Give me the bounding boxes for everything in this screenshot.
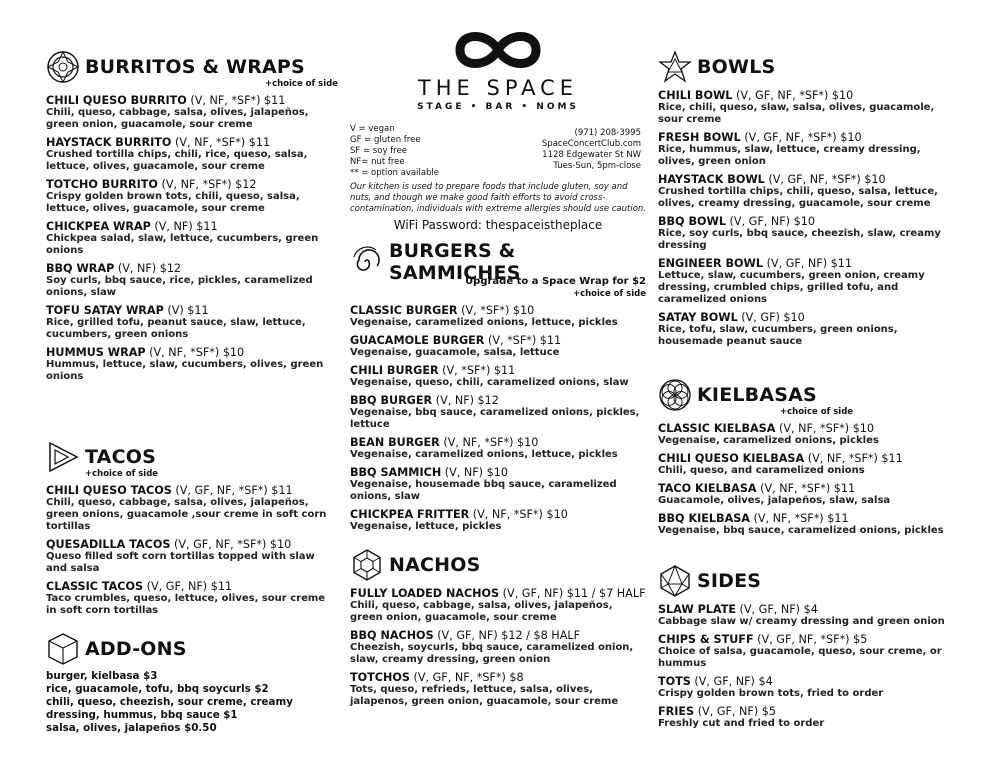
menu-item-description: Rice, soy curls, bbq sauce, cheezish, slaw, creamy dressing xyxy=(658,228,941,251)
menu-item-description: Guacamole, olives, jalapeños, slaw, salsa xyxy=(658,495,891,506)
menu-item-heading xyxy=(658,512,950,525)
menu-item-tags-price: (V, GF, NF, *SF*) $10 xyxy=(736,89,854,102)
menu-item-tags-price: (V, NF, *SF*) $10 xyxy=(472,508,568,521)
menu-item xyxy=(350,394,646,431)
section-subtitle: +choice of side xyxy=(780,407,854,417)
menu-item-description: Chili, queso, cabbage, salsa, olives, jalapeños, green onion, guacamole, sour creme xyxy=(46,107,309,130)
menu-item-heading xyxy=(658,257,950,270)
menu-item-description: Chili, queso, cabbage, salsa, olives, jalapeños, green onions, guacamole ,sour creme in soft corn tortillas xyxy=(46,497,327,532)
menu-item xyxy=(658,257,950,306)
menu-item-description: Vegenaise, caramelized onions, pickles xyxy=(658,435,879,446)
menu-item-heading xyxy=(350,629,646,642)
section-addons xyxy=(46,632,338,735)
menu-item-tags-price: (V, NF, *SF*) $11 xyxy=(760,482,856,495)
wifi-password: WiFi Password: thespaceistheplace xyxy=(393,218,603,232)
menu-item xyxy=(46,538,338,575)
menu-item-name: CHILI BURGER xyxy=(350,364,439,377)
menu-item xyxy=(658,603,950,628)
menu-item-heading xyxy=(350,436,646,449)
section-subtitle: Upgrade to a Space Wrap for $2 xyxy=(465,276,646,287)
menu-item-name: HUMMUS WRAP xyxy=(46,346,146,359)
section-title: KIELBASAS xyxy=(697,384,817,406)
menu-item-heading xyxy=(46,580,338,593)
icosahedron-icon xyxy=(658,564,692,598)
menu-item xyxy=(658,512,950,537)
menu-item-heading xyxy=(350,508,646,521)
menu-item-name: SATAY BOWL xyxy=(658,311,738,324)
item-list xyxy=(658,89,950,348)
menu-item-tags-price: (V, NF) $11 xyxy=(154,220,218,233)
menu-item xyxy=(658,215,950,252)
menu-item-tags-price: (V, GF, NF, *SF*) $10 xyxy=(173,538,292,551)
menu-item-description: Rice, tofu, slaw, cucumbers, green onions, housemade peanut sauce xyxy=(658,324,898,347)
menu-item-heading xyxy=(350,671,646,684)
menu-item-name: CHIPS & STUFF xyxy=(658,633,754,646)
menu-item xyxy=(350,629,646,666)
menu-item-description: Chickpea salad, slaw, lettuce, cucumbers, green onions xyxy=(46,233,319,256)
menu-item-name: TOTS xyxy=(658,675,691,688)
menu-item-name: FRIES xyxy=(658,705,695,718)
menu-item-tags-price: (V, GF, NF, *SF*) $8 xyxy=(413,671,524,684)
legend-line: SF = soy free xyxy=(350,146,407,156)
menu-item-description: Rice, grilled tofu, peanut sauce, slaw, lettuce, cucumbers, green onions xyxy=(46,317,306,340)
menu-item-heading xyxy=(658,603,950,616)
section-subtitle-2: +choice of side xyxy=(572,289,646,299)
menu-item xyxy=(658,311,950,348)
section-subtitle: +choice of side xyxy=(264,79,338,89)
item-list xyxy=(350,304,646,533)
item-list xyxy=(46,484,338,617)
menu-item xyxy=(658,452,950,477)
menu-item-heading xyxy=(46,94,338,107)
menu-item-name: FRESH BOWL xyxy=(658,131,741,144)
menu-item-heading xyxy=(350,364,646,377)
menu-item-description: Crushed tortilla chips, chili, rice, queso, salsa, lettuce, olives, guacamole, sour creme xyxy=(46,149,308,172)
flower-of-life-icon xyxy=(658,378,692,412)
addon-line: salsa, olives, jalapeños $0.50 xyxy=(46,722,217,734)
section-burgers xyxy=(350,240,646,533)
menu-item-tags-price: (V, GF, NF, *SF*) $10 xyxy=(744,131,862,144)
menu-item xyxy=(350,304,646,329)
menu-item xyxy=(350,508,646,533)
menu-item-tags-price: (V, NF, *SF*) $10 xyxy=(443,436,539,449)
section-title: SIDES xyxy=(697,570,762,592)
menu-item-description: Cabbage slaw w/ creamy dressing and green onion xyxy=(658,616,945,627)
hours: Tues-Sun, 5pm-close xyxy=(553,161,641,171)
menu-item-description: Rice, hummus, slaw, lettuce, creamy dressing, olives, green onion xyxy=(658,144,921,167)
menu-item-name: BBQ BOWL xyxy=(658,215,726,228)
menu-item-description: Chili, queso, and caramelized onions xyxy=(658,465,865,476)
legend-line: GF = gluten free xyxy=(350,135,421,145)
menu-item-heading xyxy=(350,394,646,407)
menu-item xyxy=(658,705,950,730)
menu-item-name: TOTCHOS xyxy=(350,671,410,684)
addon-line: burger, kielbasa $3 xyxy=(46,670,158,682)
menu-item-tags-price: (V, *SF*) $11 xyxy=(442,364,516,377)
menu-item-heading xyxy=(658,633,950,646)
brand-tagline: STAGE • BAR • NOMS xyxy=(417,102,579,112)
menu-item-description: Tots, queso, refrieds, lettuce, salsa, olives, jalapenos, green onion, guacamole, sour creme xyxy=(350,684,619,707)
menu-item-heading xyxy=(658,173,950,186)
menu-item-heading xyxy=(350,466,646,479)
menu-item-heading xyxy=(46,346,338,359)
menu-item-name: CHILI BOWL xyxy=(658,89,733,102)
contact-info xyxy=(500,128,641,172)
menu-item xyxy=(46,484,338,533)
menu-item-name: CLASSIC TACOS xyxy=(46,580,144,593)
menu-item-name: BBQ SAMMICH xyxy=(350,466,442,479)
menu-item xyxy=(658,482,950,507)
item-list xyxy=(658,422,950,537)
menu-item-name: HAYSTACK BOWL xyxy=(658,173,765,186)
menu-item-heading xyxy=(350,587,646,600)
menu-item-name: QUESADILLA TACOS xyxy=(46,538,171,551)
menu-item-heading xyxy=(658,482,950,495)
diet-legend xyxy=(350,124,498,179)
menu-item-tags-price: (V, GF, NF) $12 / $8 HALF xyxy=(437,629,581,642)
menu-item-tags-price: (V, NF, *SF*) $11 xyxy=(175,136,271,149)
menu-item-heading xyxy=(350,304,646,317)
menu-item-name: TOFU SATAY WRAP xyxy=(46,304,164,317)
menu-item-tags-price: (V, GF, NF) $11 xyxy=(766,257,853,270)
menu-item-tags-price: (V, GF, NF) $11 / $7 HALF xyxy=(502,587,646,600)
menu-item-description: Hummus, lettuce, slaw, cucumbers, olives, green onions xyxy=(46,359,324,382)
menu-item-heading xyxy=(658,131,950,144)
menu-item xyxy=(46,94,338,131)
menu-item-name: BBQ NACHOS xyxy=(350,629,434,642)
menu-item-description: Vegenaise, lettuce, pickles xyxy=(350,521,502,532)
menu-item-heading xyxy=(46,178,338,191)
menu-item-heading xyxy=(46,538,338,551)
addon-line: chili, queso, cheezish, sour creme, creamy dressing, hummus, bbq sauce $1 xyxy=(46,696,293,721)
section-title: BOWLS xyxy=(697,56,776,78)
menu-item-name: GUACAMOLE BURGER xyxy=(350,334,485,347)
address: 1128 Edgewater St NW xyxy=(542,150,641,160)
menu-item-tags-price: (V, NF) $12 xyxy=(117,262,182,275)
menu-item xyxy=(658,422,950,447)
cube-icon xyxy=(46,632,80,666)
menu-item-description: Crushed tortilla chips, chili, queso, salsa, lettuce, olives, creamy dressing, guacamole, sour creme xyxy=(658,186,938,209)
menu-item-tags-price: (V, NF, *SF*) $10 xyxy=(149,346,245,359)
section-title: BURRITOS & WRAPS xyxy=(85,56,305,78)
section-subtitle: +choice of side xyxy=(85,469,159,479)
menu-item-heading xyxy=(350,334,646,347)
menu-item-heading xyxy=(46,484,338,497)
item-list xyxy=(46,94,338,383)
menu-item-name: CHICKPEA FRITTER xyxy=(350,508,470,521)
section-title: ADD-ONS xyxy=(85,638,187,660)
menu-item xyxy=(658,89,950,126)
menu-item-tags-price: (V, NF, *SF*) $10 xyxy=(778,422,874,435)
menu-item xyxy=(46,580,338,617)
menu-item-description: Cheezish, soycurls, bbq sauce, caramelized onion, slaw, creamy dressing, green onion xyxy=(350,642,634,665)
menu-item-tags-price: (V, NF, *SF*) $11 xyxy=(807,452,903,465)
menu-item-tags-price: (V, GF, NF) $11 xyxy=(146,580,233,593)
legend-line: ** = option available xyxy=(350,168,439,178)
menu-item-description: Rice, chili, queso, slaw, salsa, olives, guacamole, sour creme xyxy=(658,102,935,125)
menu-item-description: Crispy golden brown tots, fried to order xyxy=(658,688,884,699)
menu-item-tags-price: (V, GF, NF, *SF*) $11 xyxy=(175,484,293,497)
menu-item xyxy=(350,334,646,359)
menu-item-tags-price: (V, NF, *SF*) $11 xyxy=(753,512,849,525)
menu-item xyxy=(350,466,646,503)
menu-item-tags-price: (V, GF, NF) $5 xyxy=(697,705,776,718)
section-tacos xyxy=(46,440,338,617)
menu-item-description: Vegenaise, caramelized onions, lettuce, pickles xyxy=(350,317,618,328)
menu-item-heading xyxy=(658,89,950,102)
menu-item-name: BEAN BURGER xyxy=(350,436,440,449)
triangle-icon xyxy=(46,440,80,474)
star-icon xyxy=(658,50,692,84)
menu-item-tags-price: (V, NF) $12 xyxy=(435,394,499,407)
menu-item-tags-price: (V, GF, NF) $4 xyxy=(694,675,773,688)
menu-item-description: Vegenaise, caramelized onions, lettuce, pickles xyxy=(350,449,618,460)
menu-item-description: Freshly cut and fried to order xyxy=(658,718,825,729)
menu-item-tags-price: (V, *SF*) $10 xyxy=(461,304,535,317)
menu-item-description: Lettuce, slaw, cucumbers, green onion, creamy dressing, crumbled chips, grilled tofu, and caramelized onions xyxy=(658,270,925,305)
menu-item-name: BBQ KIELBASA xyxy=(658,512,750,525)
section-kielbasas xyxy=(658,378,950,537)
menu-item-tags-price: (V, GF) $10 xyxy=(741,311,805,324)
menu-item-description: Vegenaise, bbq sauce, caramelized onions, pickles xyxy=(658,525,944,536)
menu-item xyxy=(350,671,646,708)
spiral-circle-icon xyxy=(46,50,80,84)
menu-item-name: BBQ WRAP xyxy=(46,262,115,275)
menu-item-tags-price: (V, NF) $10 xyxy=(444,466,508,479)
menu-item xyxy=(46,220,338,257)
menu-item-tags-price: (V, NF, *SF*) $11 xyxy=(190,94,286,107)
menu-item xyxy=(46,178,338,215)
menu-item-heading xyxy=(658,215,950,228)
menu-item-name: HAYSTACK BURRITO xyxy=(46,136,172,149)
menu-item xyxy=(350,587,646,624)
menu-item xyxy=(350,364,646,389)
menu-item-heading xyxy=(46,220,338,233)
section-bowls xyxy=(658,50,950,348)
menu-item-name: CLASSIC KIELBASA xyxy=(658,422,776,435)
galaxy-icon xyxy=(350,245,384,279)
phone: (971) 208-3995 xyxy=(574,128,641,138)
menu-item-heading xyxy=(658,422,950,435)
section-nachos xyxy=(350,548,646,708)
website: SpaceConcertClub.com xyxy=(541,139,641,149)
menu-item-name: BBQ BURGER xyxy=(350,394,433,407)
menu-item-heading xyxy=(658,705,950,718)
menu-item xyxy=(658,173,950,210)
menu-item-heading xyxy=(658,675,950,688)
menu-item-tags-price: (V, GF, NF, *SF*) $5 xyxy=(757,633,868,646)
menu-item xyxy=(46,136,338,173)
menu-item-heading xyxy=(658,452,950,465)
menu-item-description: Vegenaise, queso, chili, caramelized onions, slaw xyxy=(350,377,629,388)
menu-item-description: Taco crumbles, queso, lettuce, olives, sour creme in soft corn tortillas xyxy=(46,593,326,616)
menu-item-heading xyxy=(658,311,950,324)
menu-item xyxy=(46,304,338,341)
menu-item-name: CHILI QUESO BURRITO xyxy=(46,94,187,107)
menu-item-tags-price: (V) $11 xyxy=(167,304,209,317)
menu-item xyxy=(46,262,338,299)
menu-item-tags-price: (V, GF, NF) $4 xyxy=(739,603,818,616)
addon-line: rice, guacamole, tofu, bbq soycurls $2 xyxy=(46,683,269,695)
menu-item-heading xyxy=(46,136,338,149)
section-sides xyxy=(658,564,950,730)
menu-item-name: CHICKPEA WRAP xyxy=(46,220,151,233)
section-title: TACOS xyxy=(85,446,156,468)
menu-item-description: Queso filled soft corn tortillas topped with slaw and salsa xyxy=(46,551,315,574)
menu-item-tags-price: (V, NF, *SF*) $12 xyxy=(161,178,257,191)
menu-item xyxy=(46,346,338,383)
menu-item-description: Chili, queso, cabbage, salsa, olives, jalapeños, green onion, guacamole, sour creme xyxy=(350,600,613,623)
menu-item-heading xyxy=(46,262,338,275)
allergy-note: Our kitchen is used to prepare foods that include gluten, soy and nuts, and though we make good faith efforts to avoid cross-contamination, individuals with extreme allergies should use caution. xyxy=(350,182,647,214)
menu-item xyxy=(658,131,950,168)
menu-item-description: Vegenaise, guacamole, salsa, lettuce xyxy=(350,347,560,358)
menu-item xyxy=(350,436,646,461)
menu-item-name: TOTCHO BURRITO xyxy=(46,178,158,191)
menu-item-tags-price: (V, GF, NF) $10 xyxy=(729,215,815,228)
menu-item xyxy=(658,675,950,700)
menu-item-name: CHILI QUESO KIELBASA xyxy=(658,452,805,465)
menu-item-heading xyxy=(46,304,338,317)
hexagon-cluster-icon xyxy=(350,548,384,582)
section-title: BURGERS & SAMMICHES xyxy=(389,240,521,284)
legend-line: NF= nut free xyxy=(350,157,405,167)
section-title: NACHOS xyxy=(389,554,481,576)
menu-item-name: FULLY LOADED NACHOS xyxy=(350,587,500,600)
menu-item-tags-price: (V, GF, NF, *SF*) $10 xyxy=(768,173,886,186)
item-list xyxy=(350,587,646,708)
menu-item-description: Crispy golden brown tots, chili, queso, salsa, lettuce, olives, guacamole, sour creme xyxy=(46,191,300,214)
menu-item-description: Vegenaise, housemade bbq sauce, caramelized onions, slaw xyxy=(350,479,617,502)
logo-block xyxy=(350,28,646,112)
menu-item xyxy=(658,633,950,670)
legend-line: V = vegan xyxy=(350,124,395,134)
menu-item-description: Soy curls, bbq sauce, rice, pickles, caramelized onions, slaw xyxy=(46,275,313,298)
menu-item-name: SLAW PLATE xyxy=(658,603,736,616)
menu-item-description: Choice of salsa, guacamole, queso, sour creme, or hummus xyxy=(658,646,942,669)
brand-name: THE SPACE xyxy=(417,76,579,100)
menu-item-name: TACO KIELBASA xyxy=(658,482,757,495)
menu-item-name: CLASSIC BURGER xyxy=(350,304,458,317)
menu-item-description: Vegenaise, bbq sauce, caramelized onions, pickles, lettuce xyxy=(350,407,640,430)
menu-item-name: ENGINEER BOWL xyxy=(658,257,764,270)
item-list xyxy=(658,603,950,730)
menu-item-tags-price: (V, *SF*) $11 xyxy=(488,334,562,347)
menu-item-name: CHILI QUESO TACOS xyxy=(46,484,172,497)
section-burritos xyxy=(46,50,338,383)
infinity-logo-icon xyxy=(450,28,546,72)
